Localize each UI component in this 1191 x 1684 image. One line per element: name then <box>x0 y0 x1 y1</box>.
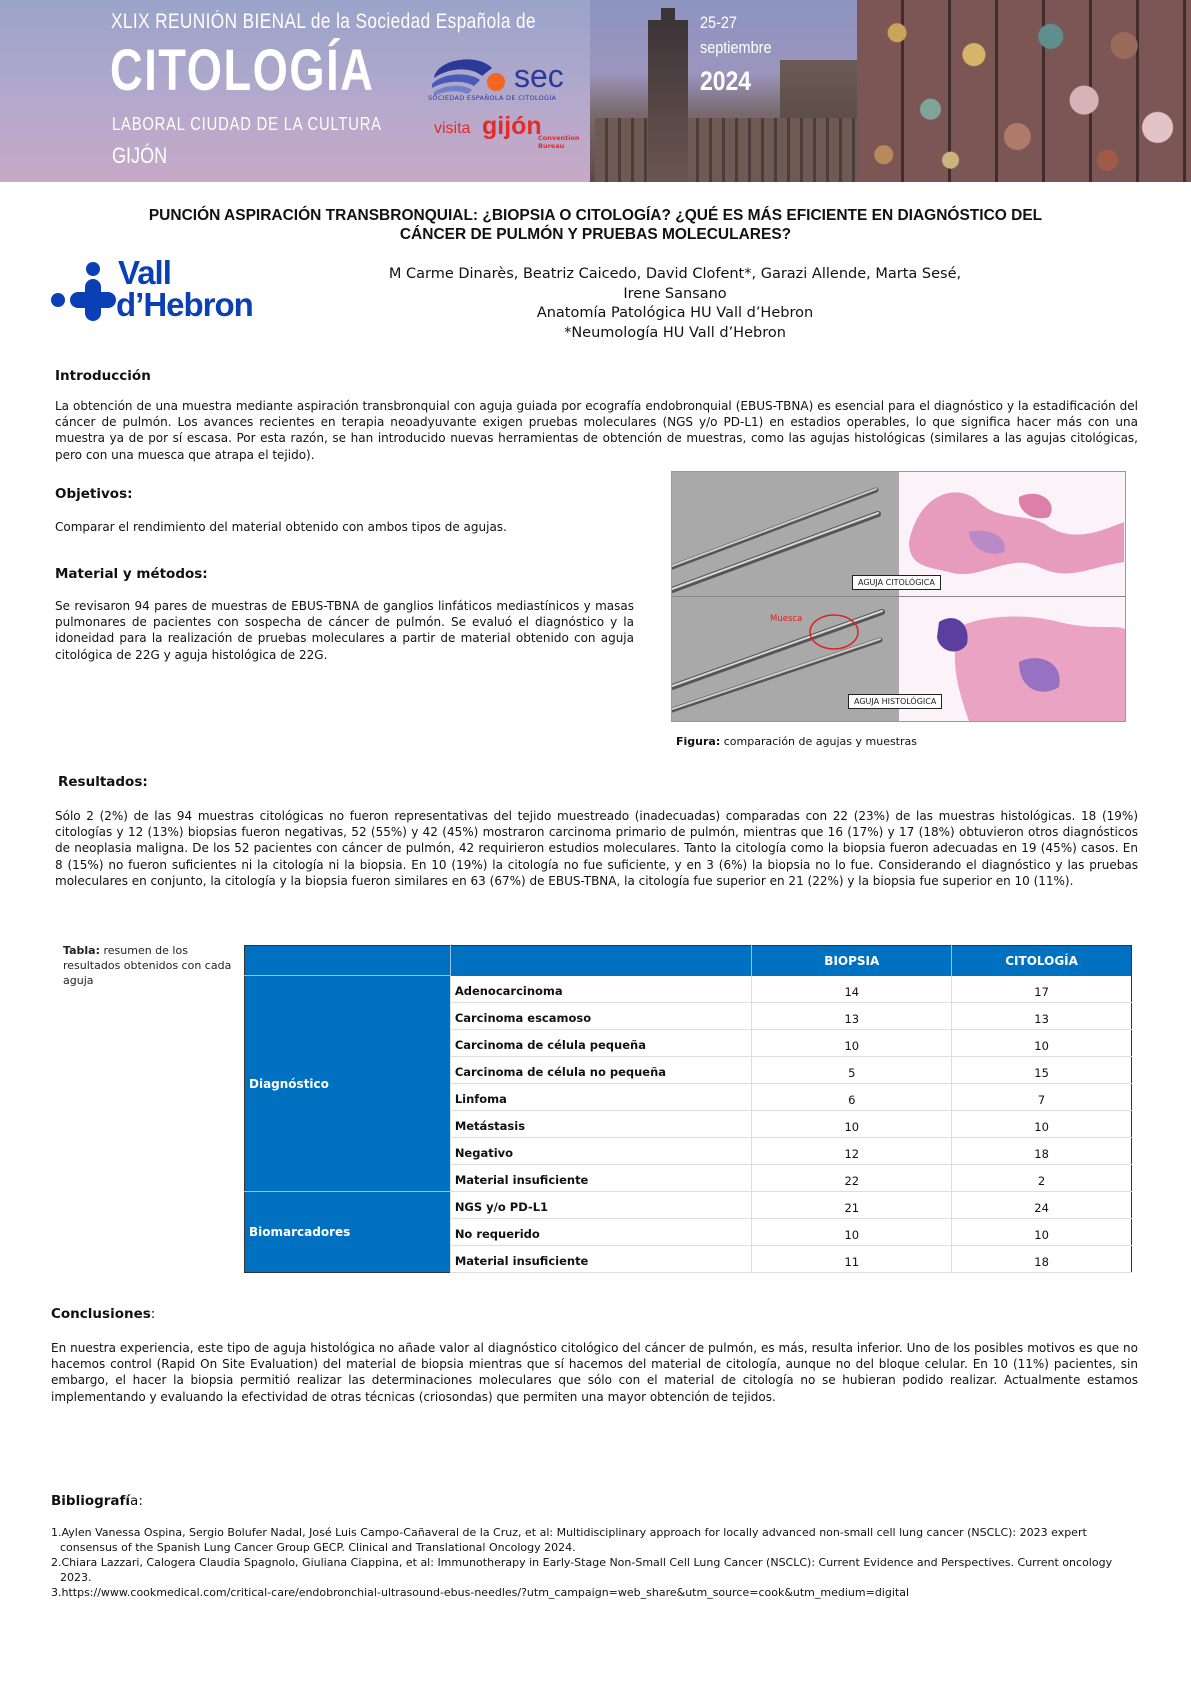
biopsia-value: 5 <box>752 1057 952 1084</box>
building-facade <box>595 118 860 182</box>
table-group-label: Diagnóstico <box>245 976 451 1192</box>
affiliation-1: Anatomía Patológica HU Vall d’Hebron <box>536 305 814 321</box>
gijon-logo-sub1: Convention <box>538 134 580 142</box>
biopsia-value: 11 <box>752 1246 952 1273</box>
row-label: Linfoma <box>450 1084 752 1111</box>
resultados-text: Sólo 2 (2%) de las 94 muestras citológicas no fueron representativas del tejido muestreado (inadecuadas) comparadas con 22 (23%) de las muestras histológicas. 18 (19%) citologías y 12 (13%) biopsias fueron negativas, 52 (55%) y 42 (45%) mostraron carcinoma primario de pulmón, mientras que 16 (17%) y 17 (18%) obtuvieron otros diagnósticos de neoplasia maligna. De los 52 pacientes con cáncer de pulmón, 42 requirieron estudios moleculares. Tanto la citología como la biopsia fueron adecuadas en 19 (45%) casos. En 8 (15%) no fueron suficientes ni la citología ni la biopsia. En 10 (19%) la citología no fue suficiente, y en 3 (6%) la biopsia no lo fue. Considerando el diagnóstico y las pruebas moleculares en conjunto, la citología y la biopsia fueron similares en 63 (67%) de EBUS-TBNA, la citología fue superior en 21 (22%) y la biopsia fue superior en 10 (11%). <box>55 809 1138 888</box>
table-row <box>245 1192 1132 1219</box>
metodos-text: Se revisaron 94 pares de muestras de EBUS-TBNA de ganglios linfáticos mediastínicos y masas pulmonares de pacientes con sospecha de cáncer de pulmón. Se evaluó el diagnóstico y la idoneidad para la realización de pruebas moleculares a partir de material obtenido con aguja citológica de 22G y aguja histológica de 22G. <box>55 599 634 662</box>
vall-hebron-logo <box>50 254 290 323</box>
gijon-logo-prefix: visita <box>434 120 471 137</box>
header-group <box>245 946 451 976</box>
figure-caption-text: comparación de agujas y muestras <box>720 735 917 748</box>
citologia-value: 13 <box>952 1003 1132 1030</box>
affiliation-2: *Neumología HU Vall d’Hebron <box>564 324 786 341</box>
poster-title-line1: PUNCIÓN ASPIRACIÓN TRANSBRONQUIAL: ¿BIOPSIA O CITOLOGÍA? ¿QUÉ ES MÁS EFICIENTE EN DIAGNÓSTICO DEL <box>148 207 1043 224</box>
header-category <box>450 946 752 976</box>
row-label: NGS y/o PD-L1 <box>450 1192 752 1219</box>
citologia-value: 10 <box>952 1030 1132 1057</box>
row-label: Carcinoma de célula no pequeña <box>450 1057 752 1084</box>
table-group-label: Biomarcadores <box>245 1192 451 1273</box>
banner-meeting-line: XLIX REUNIÓN BIENAL de la Sociedad Española de <box>111 10 537 33</box>
authors-line2: Irene Sansano <box>623 285 727 302</box>
row-label: Material insuficiente <box>450 1165 752 1192</box>
needle-comparison-figure <box>671 471 1126 722</box>
figure-divider <box>672 596 1126 597</box>
vall-hebron-cross-icon <box>50 260 116 322</box>
sec-logo-mark-icon <box>430 54 514 96</box>
bibliography-item: 1.Aylen Vanessa Ospina, Sergio Bolufer Nadal, José Luis Campo-Cañaveral de la Cruz, et al: Multidisciplinary approach for locally advanced non-small cell lung cancer (NSCLC): 2023 expert consensus of the Spanish Lung Cancer Group GECP. Clinical and Translational Oncology 2024. <box>51 1526 1087 1554</box>
biopsia-value: 6 <box>752 1084 952 1111</box>
table-header-row <box>245 946 1132 976</box>
vall-hebron-logo-line2: d’Hebron <box>116 286 253 323</box>
objetivos-heading: Objetivos: <box>55 486 133 502</box>
objetivos-text: Comparar el rendimiento del material obtenido con ambos tipos de agujas. <box>55 520 507 534</box>
conclusiones-heading-colon: : <box>150 1306 156 1322</box>
gijon-logo-name: gijón <box>482 112 542 140</box>
bibliografia-heading <box>51 1493 143 1509</box>
table-caption-text: resumen de los resultados obtenidos con cada aguja <box>63 944 232 987</box>
citologia-value: 10 <box>952 1111 1132 1138</box>
biopsia-value: 21 <box>752 1192 952 1219</box>
intro-heading: Introducción <box>55 368 151 384</box>
row-label: Carcinoma escamoso <box>450 1003 752 1030</box>
muesca-annotation: Muesca <box>770 614 803 624</box>
label-aguja-citologica: AGUJA CITOLÓGICA <box>852 575 941 590</box>
conclusiones-heading <box>51 1306 155 1322</box>
table-caption-label: Tabla: <box>63 944 100 957</box>
poster-title-line2: CÁNCER DE PULMÓN Y PRUEBAS MOLECULARES? <box>399 226 792 243</box>
conference-banner <box>0 0 1191 182</box>
biopsia-value: 10 <box>752 1219 952 1246</box>
row-label: Carcinoma de célula pequeña <box>450 1030 752 1057</box>
figure-caption <box>676 735 917 748</box>
biopsia-value: 13 <box>752 1003 952 1030</box>
conclusiones-text: En nuestra experiencia, este tipo de aguja histológica no añade valor al diagnóstico citológico del cáncer de pulmón, es más, resulta inferior. Uno de los posibles motivos es que no hacemos control (Rapid On Site Evaluation) del material de biopsia mientras que sí hacemos del material de citología, aunque no del bloque celular. En 10 (11%) pacientes, sin embargo, el hacer la biopsia permitió realizar las determinaciones moleculares que sólo con el material de citología no se hubieran podido realizar. Actualmente estamos implementando y evaluando la efectividad de otras técnicas (criosondas) que permiten una mayor obtención de tejidos. <box>51 1341 1138 1404</box>
bibliography-list <box>51 1525 1141 1600</box>
biopsia-value: 14 <box>752 976 952 1003</box>
banner-city: GIJÓN <box>112 143 168 168</box>
tower <box>648 20 688 182</box>
row-label: Material insuficiente <box>450 1246 752 1273</box>
table-caption <box>63 943 233 988</box>
row-label: Negativo <box>450 1138 752 1165</box>
banner-date-month: septiembre <box>700 38 772 57</box>
metodos-heading: Material y métodos: <box>55 566 208 582</box>
citologia-value: 18 <box>952 1246 1132 1273</box>
authors-block <box>340 265 1010 343</box>
authors-line1: M Carme Dinarès, Beatriz Caicedo, David Clofent*, Garazi Allende, Marta Sesé, <box>388 266 962 282</box>
biopsia-value: 12 <box>752 1138 952 1165</box>
visita-gijon-logo <box>434 114 594 154</box>
biopsia-value: 10 <box>752 1111 952 1138</box>
sec-logo-text: sec <box>514 58 564 94</box>
figure-caption-label: Figura: <box>676 735 721 748</box>
citologia-value: 2 <box>952 1165 1132 1192</box>
results-table <box>244 945 1132 1273</box>
bibliografia-heading-suffix: a: <box>130 1493 143 1509</box>
intro-text: La obtención de una muestra mediante aspiración transbronquial con aguja guiada por ecografía endobronquial (EBUS-TBNA) es esencial para el diagnóstico y la estadificación del cáncer de pulmón. Los avances recientes en terapia neoadyuvante exigen pruebas moleculares (NGS y/o PD-L1) en estadios operables, lo que significa hacer más con una muestra ya de por sí escasa. Por esta razón, se han introducido nuevas herramientas de obtención de muestras, como las agujas histológicas (similares a las agujas citológicas, pero con una muesca que atrapa el tejido). <box>55 399 1138 462</box>
bibliography-item: 2.Chiara Lazzari, Calogera Claudia Spagnolo, Giuliana Ciappina, et al: Immunotherapy in Early-Stage Non-Small Cell Lung Cancer (NSCLC): Current Evidence and Perspectives. Current oncology 2023. <box>51 1556 1113 1584</box>
banner-date-year: 2024 <box>700 66 752 96</box>
sec-logo <box>430 54 590 104</box>
vall-hebron-logo-line1: Vall <box>118 254 171 291</box>
conclusiones-heading-text: Conclusiones <box>51 1306 151 1322</box>
row-label: Metástasis <box>450 1111 752 1138</box>
citologia-value: 15 <box>952 1057 1132 1084</box>
bibliography-item[interactable]: 3.https://www.cookmedical.com/critical-care/endobronchial-ultrasound-ebus-needles/?utm_campaign=web_share&utm_source=cook&utm_medium=digital <box>51 1586 910 1599</box>
table-row <box>245 976 1132 1003</box>
header-citologia: CITOLOGÍA <box>952 946 1132 976</box>
banner-citologia: CITOLOGÍA <box>110 38 375 103</box>
row-label: Adenocarcinoma <box>450 976 752 1003</box>
resultados-heading: Resultados: <box>58 774 148 790</box>
header-biopsia: BIOPSIA <box>752 946 952 976</box>
row-label: No requerido <box>450 1219 752 1246</box>
citologia-value: 10 <box>952 1219 1132 1246</box>
banner-date-days: 25-27 <box>700 13 737 32</box>
gijon-logo-sub2: Bureau <box>538 142 565 150</box>
citologia-value: 24 <box>952 1192 1132 1219</box>
citologia-value: 17 <box>952 976 1132 1003</box>
sec-logo-subtitle: SOCIEDAD ESPAÑOLA DE CITOLOGÍA <box>428 94 557 102</box>
banner-stained-glass <box>857 0 1191 182</box>
biopsia-value: 10 <box>752 1030 952 1057</box>
poster-title <box>30 206 1161 244</box>
label-aguja-histologica: AGUJA HISTOLÓGICA <box>848 694 942 709</box>
biopsia-value: 22 <box>752 1165 952 1192</box>
citologia-value: 7 <box>952 1084 1132 1111</box>
banner-venue: LABORAL CIUDAD DE LA CULTURA <box>112 114 382 134</box>
citologia-value: 18 <box>952 1138 1132 1165</box>
bibliografia-heading-text: Bibliografí <box>51 1493 131 1509</box>
